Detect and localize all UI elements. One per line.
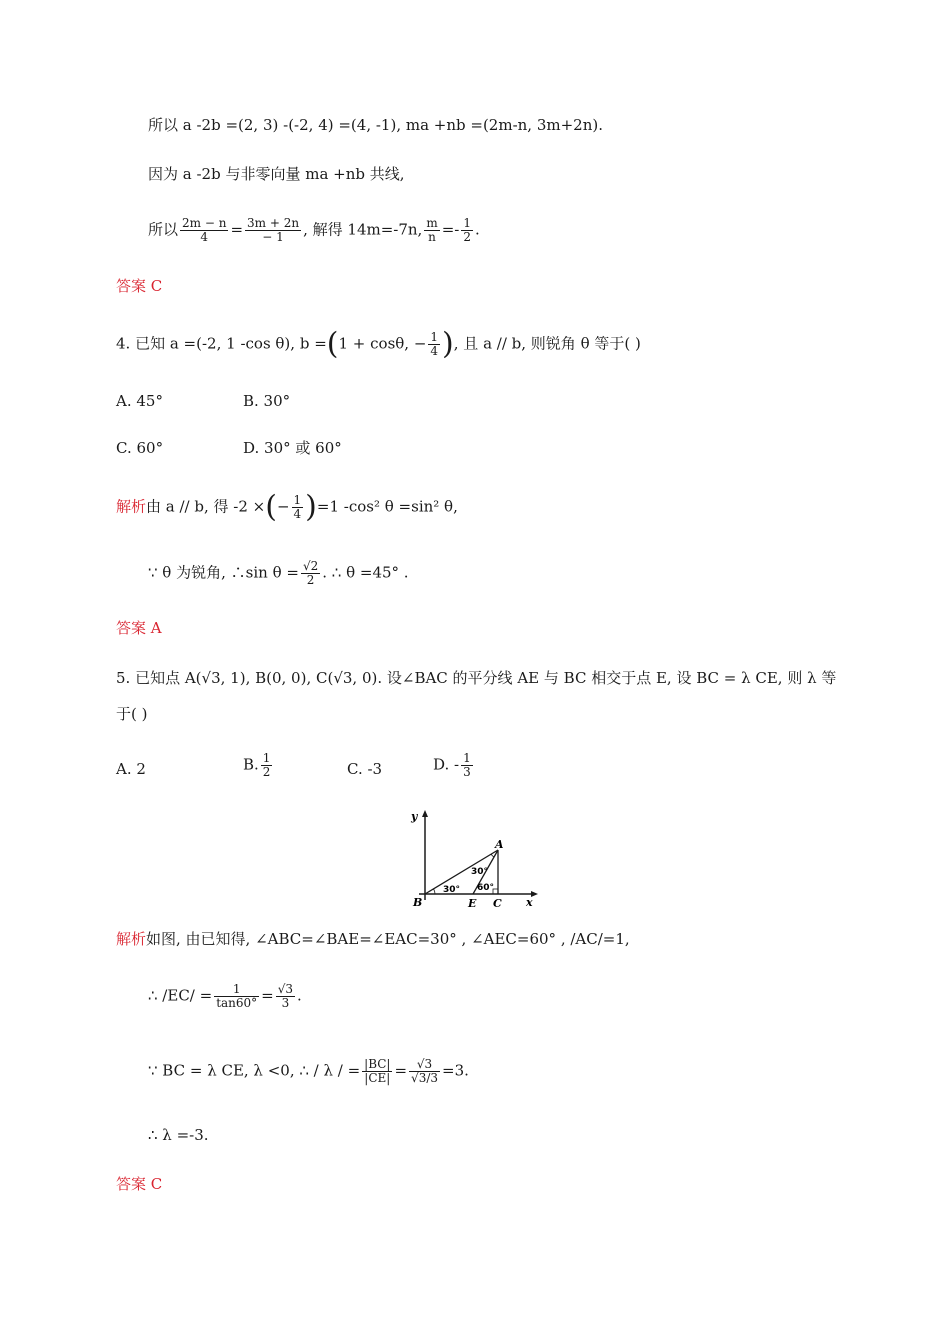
text: = [230, 220, 244, 239]
text: =- [441, 220, 460, 239]
solution-line [148, 217, 480, 244]
numerator: 1 [293, 493, 302, 507]
solution-line: ∴ λ =-3. [148, 1126, 209, 1144]
solution-label: 解析 [116, 497, 147, 516]
denominator: 3 [463, 765, 471, 779]
numerator: m [426, 216, 438, 230]
denominator: 4 [200, 230, 209, 244]
answer-label: 答案 C [116, 1175, 163, 1193]
label-e: E [468, 897, 477, 910]
text: ∵ θ 为锐角, ∴sin θ = [148, 563, 299, 582]
solution-line [116, 928, 630, 950]
numerator: √3 [277, 982, 294, 996]
denominator: 2 [262, 765, 271, 779]
text: 如图, 由已知得, ∠ABC=∠BAE=∠EAC=30° , ∠AEC=60° , /AC/=1, [146, 930, 630, 948]
option-a: A. 45° [116, 392, 163, 410]
fraction [301, 560, 320, 587]
right-paren: ) [305, 489, 317, 525]
fraction [461, 217, 473, 244]
label-x: x [526, 896, 533, 909]
text: B. [243, 755, 259, 774]
option-d: D. 30° 或 60° [243, 439, 342, 457]
text: 由 a // b, 得 -2 × [146, 497, 266, 516]
question-4-stem [116, 326, 641, 362]
text: . ∴ θ =45° . [322, 563, 409, 582]
denominator: 3 [281, 996, 290, 1010]
numerator: 1 [463, 216, 471, 230]
fraction [428, 331, 440, 358]
text: . [297, 986, 302, 1005]
option-c: C. 60° [116, 439, 164, 457]
fraction [180, 217, 228, 244]
y-axis-arrow [422, 810, 428, 817]
label-b: B [413, 896, 423, 909]
option-b: B. 30° [243, 392, 291, 410]
text: ∵ BC = λ CE, λ <0, ∴ / λ / = [148, 1061, 361, 1080]
fraction [362, 1058, 392, 1085]
denominator: 4 [430, 344, 439, 358]
left-paren: ( [265, 489, 277, 525]
text: 4. 已知 a =(-2, 1 -cos θ), b = [116, 334, 327, 353]
denominator: tan60° [216, 996, 258, 1010]
fraction [276, 983, 295, 1010]
option-d [433, 752, 475, 779]
numerator: 3m + 2n [247, 216, 300, 230]
fraction [292, 494, 304, 521]
label-c: C [493, 897, 502, 910]
denominator: 2 [306, 573, 315, 587]
text: , 且 a // b, 则锐角 θ 等于( ) [453, 334, 641, 353]
solution-line: 因为 a -2b 与非零向量 ma +nb 共线, [148, 165, 405, 183]
numerator: √3 [409, 1058, 440, 1072]
fraction [245, 217, 301, 244]
solution-line [116, 489, 458, 525]
solution-line: 所以 a -2b =(2, 3) -(-2, 4) =(4, -1), ma +nb =(2m-n, 3m+2n). [148, 116, 604, 134]
label-y: y [411, 810, 418, 823]
denominator: √3/3 [411, 1071, 439, 1085]
denominator: 2 [463, 230, 471, 244]
text: =1 -cos² θ =sin² θ, [316, 497, 458, 516]
text: D. - [433, 755, 460, 774]
numerator: 1 [430, 330, 439, 344]
text: ∴ /EC/ = [148, 986, 213, 1005]
numerator: √2 [302, 559, 319, 573]
text: − [276, 497, 290, 516]
text: = [394, 1061, 408, 1080]
solution-line [148, 1058, 469, 1085]
text: 所以 [148, 220, 179, 239]
fraction [409, 1058, 440, 1085]
angle-label-a: 30° [471, 867, 489, 877]
text: = [261, 986, 274, 1005]
fraction [424, 217, 439, 244]
text: , 解得 14m=-7n, [303, 220, 423, 239]
fraction [461, 752, 473, 779]
solution-label: 解析 [116, 930, 147, 948]
text: =3. [442, 1061, 469, 1080]
option-b [243, 752, 274, 779]
angle-label-b: 30° [443, 885, 461, 895]
option-c: C. -3 [347, 760, 383, 778]
left-paren: ( [326, 326, 339, 362]
numerator: 1 [262, 751, 271, 765]
denominator: |CE| [364, 1071, 391, 1085]
numerator: 1 [214, 983, 259, 997]
angle-arc-a [491, 854, 494, 857]
fraction [214, 983, 259, 1010]
angle-label-e: 60° [477, 883, 495, 893]
solution-line [148, 560, 409, 587]
question-5-stem: 于( ) [116, 705, 148, 723]
answer-label: 答案 A [116, 619, 162, 637]
denominator: − 1 [262, 230, 284, 244]
text: . [475, 220, 480, 239]
triangle-figure [405, 808, 545, 910]
right-paren: ) [442, 326, 454, 362]
label-a: A [495, 838, 504, 851]
fraction [261, 752, 273, 779]
numerator: 1 [463, 751, 471, 765]
numerator: 2m − n [182, 216, 227, 230]
denominator: n [428, 230, 436, 244]
answer-label: 答案 C [116, 277, 163, 295]
text: 1 + cosθ, − [338, 334, 427, 353]
option-a: A. 2 [116, 760, 146, 778]
solution-line [148, 983, 302, 1010]
question-5-stem: 5. 已知点 A(√3, 1), B(0, 0), C(√3, 0). 设∠BAC 的平分线 AE 与 BC 相交于点 E, 设 BC = λ CE, 则 λ 等 [116, 669, 837, 687]
numerator: |BC| [364, 1057, 391, 1071]
denominator: 4 [293, 507, 302, 521]
